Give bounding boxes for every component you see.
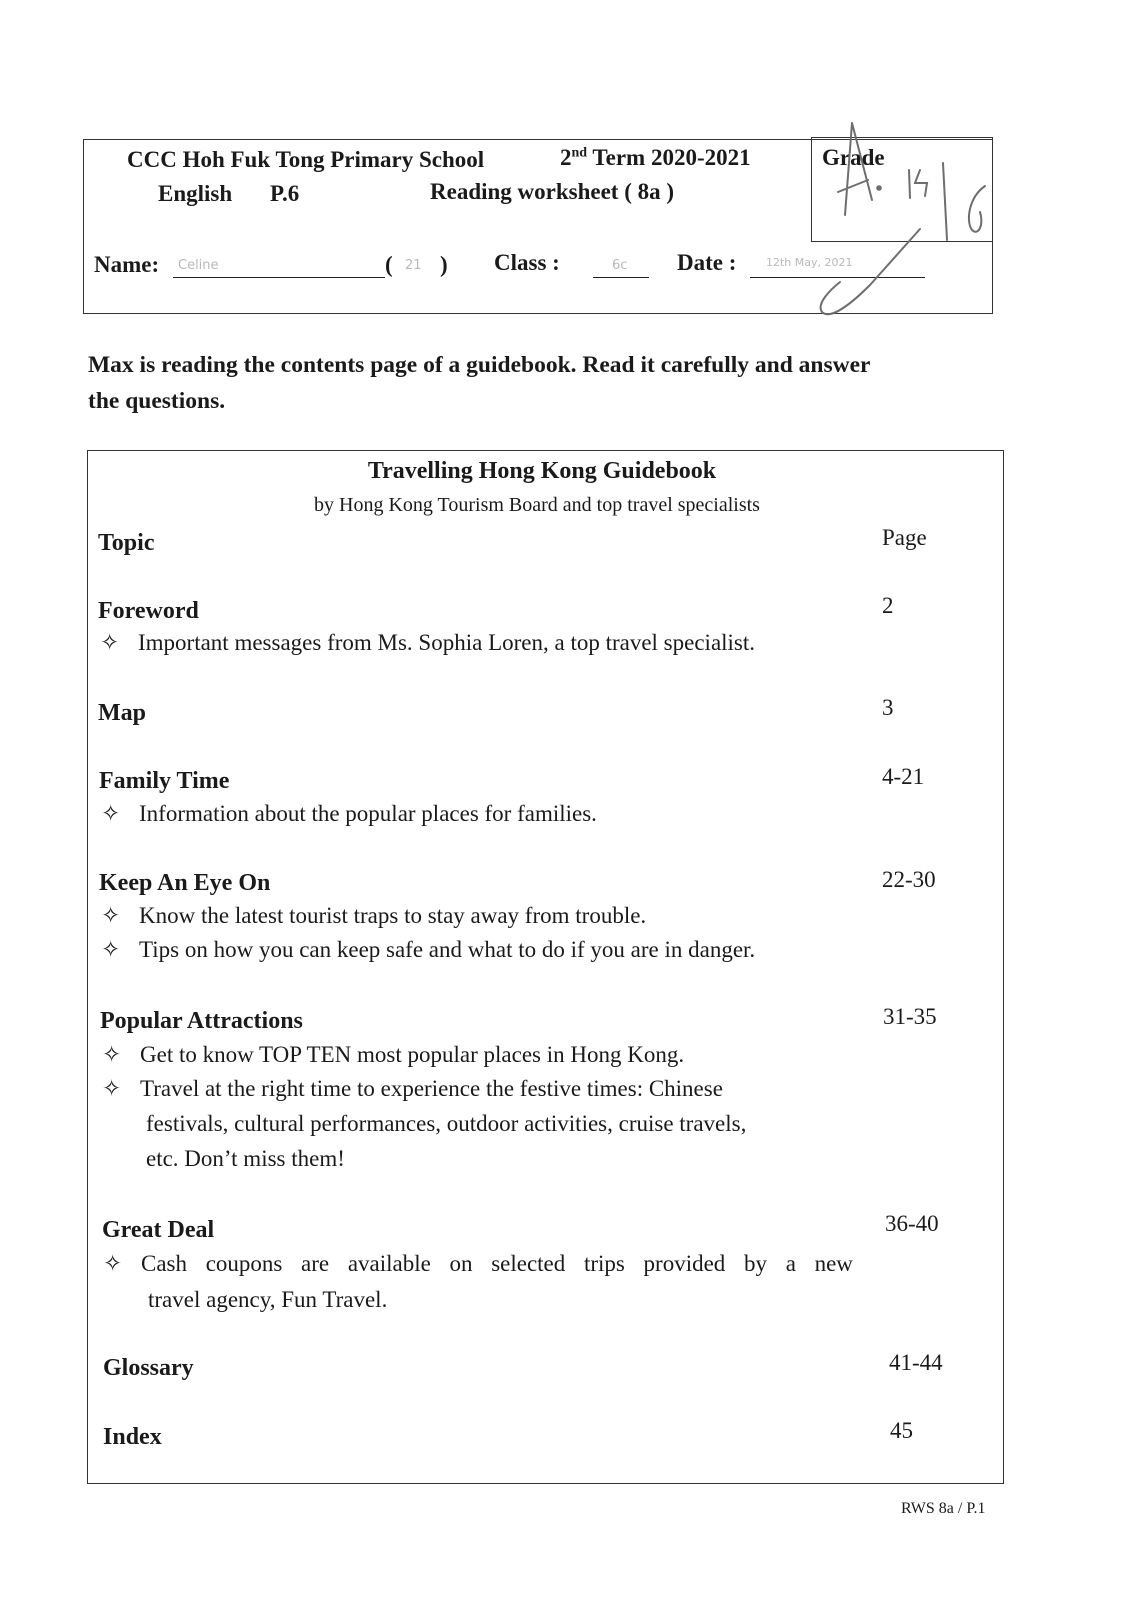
entry-great-deal-bullet-1 — [103, 1251, 853, 1277]
bullet-text: Tips on how you can keep safe and what to do if you are in danger. — [139, 937, 756, 962]
worksheet-text: Reading worksheet ( 8a ) — [430, 179, 675, 204]
name-field-value[interactable]: Celine — [178, 258, 219, 273]
term-suffix: Term 2020-2021 — [587, 145, 751, 170]
bullet-star-icon: ✧ — [100, 630, 120, 655]
entry-foreword-bullet-1 — [100, 630, 755, 656]
word: selected — [491, 1251, 566, 1276]
word: trips — [583, 1251, 625, 1276]
level-text: P.6 — [270, 181, 300, 206]
entry-family-time-page: 4-21 — [882, 764, 925, 789]
entry-popular-attractions-bullet-2 — [102, 1076, 723, 1102]
class-label-text: Class : — [494, 250, 560, 275]
date-field-value[interactable]: 12th May, 2021 — [766, 256, 853, 269]
entry-popular-attractions-page: 31-35 — [883, 1004, 937, 1029]
bullet-text: Information about the popular places for families. — [139, 801, 597, 826]
word: new — [814, 1251, 853, 1276]
entry-keep-an-eye-on-page: 22-30 — [882, 867, 936, 892]
number-close-paren: ) — [440, 252, 448, 277]
guidebook-title: Travelling Hong Kong Guidebook — [367, 458, 717, 484]
bullet-star-icon: ✧ — [102, 1042, 122, 1067]
term-prefix: 2 — [560, 145, 572, 170]
contents-box — [87, 450, 1004, 1484]
word: Cash — [141, 1251, 187, 1276]
entry-family-time-topic: Family Time — [99, 768, 230, 794]
entry-popular-attractions-continuation-1: festivals, cultural performances, outdoor activities, cruise travels, — [146, 1111, 747, 1136]
instruction-line-1: Max is reading the contents page of a guidebook. Read it carefully and answer — [88, 352, 871, 378]
date-label — [677, 250, 736, 276]
subject-text: English — [158, 181, 233, 206]
instruction-line-2: the questions. — [88, 388, 226, 414]
entry-great-deal-topic: Great Deal — [102, 1217, 215, 1243]
bullet-star-icon: ✧ — [101, 801, 121, 826]
entry-foreword-topic: Foreword — [98, 598, 199, 624]
bullet-star-icon: ✧ — [101, 937, 121, 962]
subject — [158, 181, 232, 207]
grade-label — [822, 145, 885, 171]
term — [560, 145, 751, 171]
school-name — [127, 147, 484, 173]
term-sup: nd — [571, 145, 588, 161]
word: coupons — [205, 1251, 283, 1276]
bullet-text: Travel at the right time to experience the festive times: Chinese — [140, 1076, 723, 1101]
entry-glossary-topic: Glossary — [103, 1355, 194, 1381]
word: a — [785, 1251, 796, 1276]
school-name-text: CCC Hoh Fuk Tong Primary School — [127, 147, 485, 172]
entry-foreword-page: 2 — [882, 593, 894, 618]
entry-popular-attractions-bullet-1 — [102, 1042, 684, 1068]
word: provided — [643, 1251, 726, 1276]
entry-glossary-page: 41-44 — [889, 1350, 943, 1375]
name-label — [94, 252, 159, 278]
number-open-paren: ( — [385, 252, 393, 277]
entry-keep-an-eye-on-topic: Keep An Eye On — [99, 870, 271, 896]
entry-great-deal-page: 36-40 — [885, 1211, 939, 1236]
entry-index-page: 45 — [890, 1418, 913, 1443]
entry-great-deal-continuation-1: travel agency, Fun Travel. — [148, 1287, 388, 1312]
class-field-value[interactable]: 6c — [612, 258, 628, 273]
bullet-star-icon: ✧ — [102, 1076, 122, 1101]
bullet-star-icon: ✧ — [103, 1251, 123, 1276]
page-footer-code: RWS 8a / P.1 — [901, 1500, 986, 1517]
class-label — [494, 250, 560, 276]
worksheet-title — [430, 179, 674, 205]
entry-map-page: 3 — [882, 695, 894, 720]
word: are — [301, 1251, 330, 1276]
entry-keep-an-eye-on-bullet-2 — [101, 937, 755, 963]
word: by — [744, 1251, 767, 1276]
entry-map-topic: Map — [98, 700, 146, 726]
grade-label-text: Grade — [822, 145, 885, 170]
entry-popular-attractions-topic: Popular Attractions — [100, 1008, 303, 1034]
entry-keep-an-eye-on-bullet-1 — [101, 903, 646, 929]
entry-family-time-bullet-1 — [101, 801, 597, 827]
column-header-topic: Topic — [98, 530, 155, 556]
number-field-value[interactable]: 21 — [405, 258, 422, 273]
name-label-text: Name: — [94, 252, 160, 277]
bullet-text-justified — [141, 1251, 853, 1277]
level — [270, 181, 299, 207]
guidebook-subtitle: by Hong Kong Tourism Board and top travel specialists — [314, 494, 760, 516]
bullet-text: Know the latest tourist traps to stay away from trouble. — [139, 903, 647, 928]
word: available — [347, 1251, 431, 1276]
bullet-star-icon: ✧ — [101, 903, 121, 928]
date-label-text: Date : — [677, 250, 737, 275]
entry-popular-attractions-continuation-2: etc. Don’t miss them! — [146, 1146, 345, 1171]
bullet-text: Get to know TOP TEN most popular places in Hong Kong. — [140, 1042, 685, 1067]
column-header-page: Page — [882, 525, 927, 550]
entry-index-topic: Index — [103, 1424, 162, 1450]
bullet-text: Important messages from Ms. Sophia Loren, a top travel specialist. — [138, 630, 756, 655]
word: on — [449, 1251, 473, 1276]
